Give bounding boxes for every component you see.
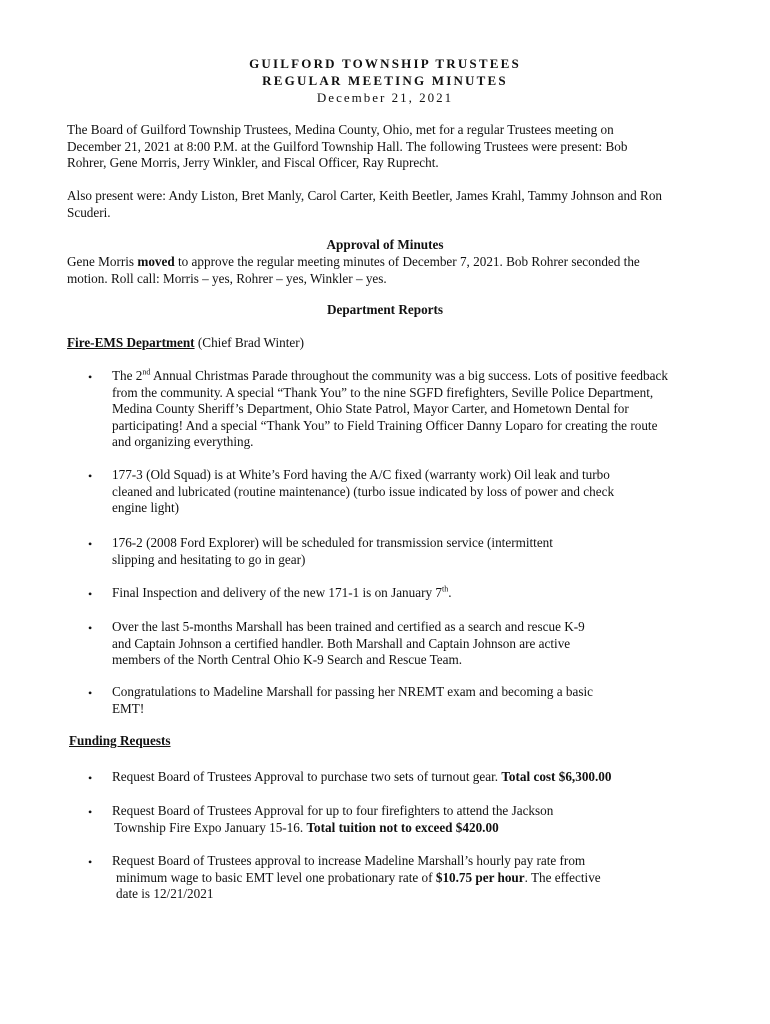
funding-text: Request Board of Trustees Approval to purchase two sets of turnout gear. [112, 769, 502, 784]
bullet-icon: • [88, 771, 93, 785]
list-item [112, 684, 593, 717]
approval-line [67, 254, 640, 271]
funding-item [112, 769, 612, 786]
approval-text: to approve the regular meeting minutes of December 7, 2021. Bob Rohrer seconded the [174, 254, 640, 269]
list-item [112, 585, 452, 602]
list-item-line: Congratulations to Madeline Marshall for passing her NREMT exam and becoming a basic [112, 684, 593, 699]
funding-item [112, 803, 553, 836]
bullet-icon: • [88, 537, 93, 551]
list-item-line: Over the last 5-months Marshall has been trained and certified as a search and rescue K-9 [112, 619, 585, 634]
also-present-line: Scuderi. [67, 204, 111, 220]
bullet-icon: • [88, 805, 93, 819]
funding-item-line: date is 12/21/2021 [116, 886, 214, 902]
funding-item [112, 853, 601, 903]
department-reports-heading: Department Reports [326, 302, 444, 317]
list-item-line: cleaned and lubricated (routine maintenance) (turbo issue indicated by loss of power and check [112, 483, 615, 499]
list-item-line: engine light) [112, 500, 180, 516]
funding-text: . The effective [524, 869, 601, 885]
approval-line: motion. Roll call: Morris – yes, Rohrer – yes, Winkler – yes. [67, 270, 387, 286]
list-item-line [112, 585, 452, 602]
list-item [112, 535, 553, 568]
list-item-text: . [448, 585, 452, 600]
list-item [112, 619, 585, 669]
list-item-line: EMT! [112, 700, 145, 716]
title-line-2: REGULAR MEETING MINUTES [262, 73, 508, 88]
list-item-line: participating! And a special “Thank You” to Field Training Officer Danny Loparo for creating the route [112, 417, 658, 433]
intro-line: The Board of Guilford Township Trustees, Medina County, Ohio, met for a regular Trustees meeting on [67, 122, 614, 137]
meeting-date: December 21, 2021 [316, 90, 454, 105]
superscript: nd [142, 367, 151, 377]
funding-item-line [112, 769, 612, 786]
list-item-text: Final Inspection and delivery of the new 171-1 is on January 7 [112, 585, 442, 600]
list-item-line: and organizing everything. [112, 434, 254, 450]
bullet-icon: • [88, 855, 93, 869]
bullet-icon: • [88, 370, 93, 384]
intro-line: Rohrer, Gene Morris, Jerry Winkler, and Fiscal Officer, Ray Ruprecht. [67, 155, 439, 171]
list-item-line: and Captain Johnson a certified handler. Both Marshall and Captain Johnson are active [112, 635, 571, 651]
list-item-line [112, 368, 668, 385]
funding-text: minimum wage to basic EMT level one probationary rate of [116, 869, 436, 885]
fire-ems-heading [67, 335, 304, 352]
list-item [112, 467, 614, 517]
also-present-line: Also present were: Andy Liston, Bret Manly, Carol Carter, Keith Beetler, James Krahl, Tammy Johnson and Ron [67, 188, 663, 203]
funding-item-line: Request Board of Trustees Approval for up to four firefighters to attend the Jackson [112, 803, 554, 818]
funding-amount: Total tuition not to exceed $420.00 [306, 819, 499, 835]
list-item-line: slipping and hesitating to go in gear) [112, 551, 306, 567]
list-item-line: Medina County Sheriff’s Department, Ohio State Patrol, Mayor Carter, and Hometown Dental for [112, 401, 629, 417]
fire-ems-chief: (Chief Brad Winter) [194, 335, 305, 350]
funding-amount: Total cost $6,300.00 [501, 769, 612, 784]
title-line-1: GUILFORD TOWNSHIP TRUSTEES [249, 56, 521, 71]
funding-item-line [112, 820, 553, 837]
approval-moved: moved [137, 254, 175, 269]
list-item-line: members of the North Central Ohio K-9 Search and Rescue Team. [112, 652, 463, 668]
approval-paragraph [67, 254, 640, 287]
funding-item-line [112, 870, 601, 887]
also-present-paragraph [67, 188, 662, 221]
intro-line: December 21, 2021 at 8:00 P.M. at the Guilford Township Hall. The following Trustees were present: Bob [67, 138, 628, 154]
fire-ems-title: Fire-EMS Department [67, 335, 195, 350]
list-item-line: 177-3 (Old Squad) is at White’s Ford having the A/C fixed (warranty work) Oil leak and turbo [112, 467, 610, 482]
bullet-icon: • [88, 587, 93, 601]
approval-heading: Approval of Minutes [326, 237, 444, 252]
bullet-icon: • [88, 621, 93, 635]
funding-text: Township Fire Expo January 15-16. [114, 819, 307, 835]
bullet-icon: • [88, 686, 93, 700]
superscript: th [441, 584, 449, 594]
intro-paragraph [67, 122, 627, 172]
funding-requests-heading: Funding Requests [69, 733, 171, 748]
approval-text: Gene Morris [67, 254, 138, 269]
funding-item-line: Request Board of Trustees approval to increase Madeline Marshall’s hourly pay rate from [112, 853, 586, 868]
list-item-text: The 2 [112, 368, 143, 383]
list-item [112, 368, 668, 451]
funding-amount: $10.75 per hour [435, 869, 525, 885]
list-item-line: 176-2 (2008 Ford Explorer) will be scheduled for transmission service (intermittent [112, 535, 553, 550]
list-item-line: from the community. A special “Thank You” to the nine SGFD firefighters, Seville Police Department, [112, 384, 654, 400]
list-item-text: Annual Christmas Parade throughout the community was a big success. Lots of positive feedback [150, 368, 668, 383]
bullet-icon: • [88, 469, 93, 483]
